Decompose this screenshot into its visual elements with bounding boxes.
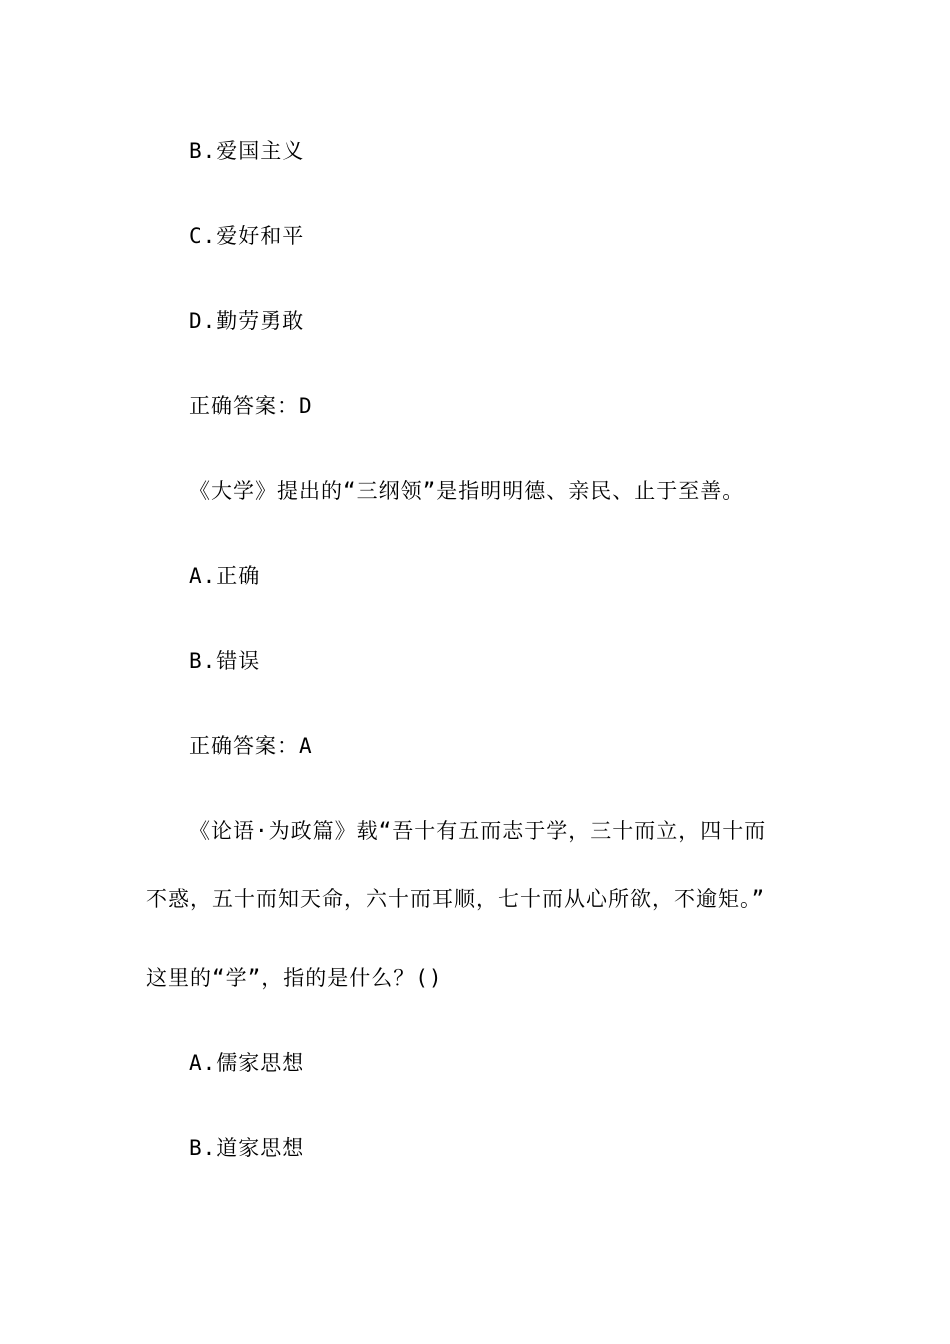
correct-answer: 正确答案：A [189, 734, 313, 758]
option-b: B.爱国主义 [189, 139, 305, 163]
question-text: 《大学》提出的“三纲领”是指明明德、亲民、止于至善。 [189, 479, 745, 503]
option-b: B.错误 [189, 649, 261, 673]
option-b: B.道家思想 [189, 1136, 305, 1160]
option-c: C.爱好和平 [189, 224, 305, 248]
question-text-line-1: 《论语·为政篇》载“吾十有五而志于学，三十而立，四十而 [189, 819, 767, 843]
question-text-line-3: 这里的“学”，指的是什么？() [146, 966, 443, 990]
option-a: A.正确 [189, 564, 261, 588]
question-text-line-2: 不惑，五十而知天命，六十而耳顺，七十而从心所欲，不逾矩。” [146, 887, 766, 911]
option-a: A.儒家思想 [189, 1051, 305, 1075]
option-d: D.勤劳勇敢 [189, 309, 305, 333]
correct-answer: 正确答案：D [189, 394, 313, 418]
